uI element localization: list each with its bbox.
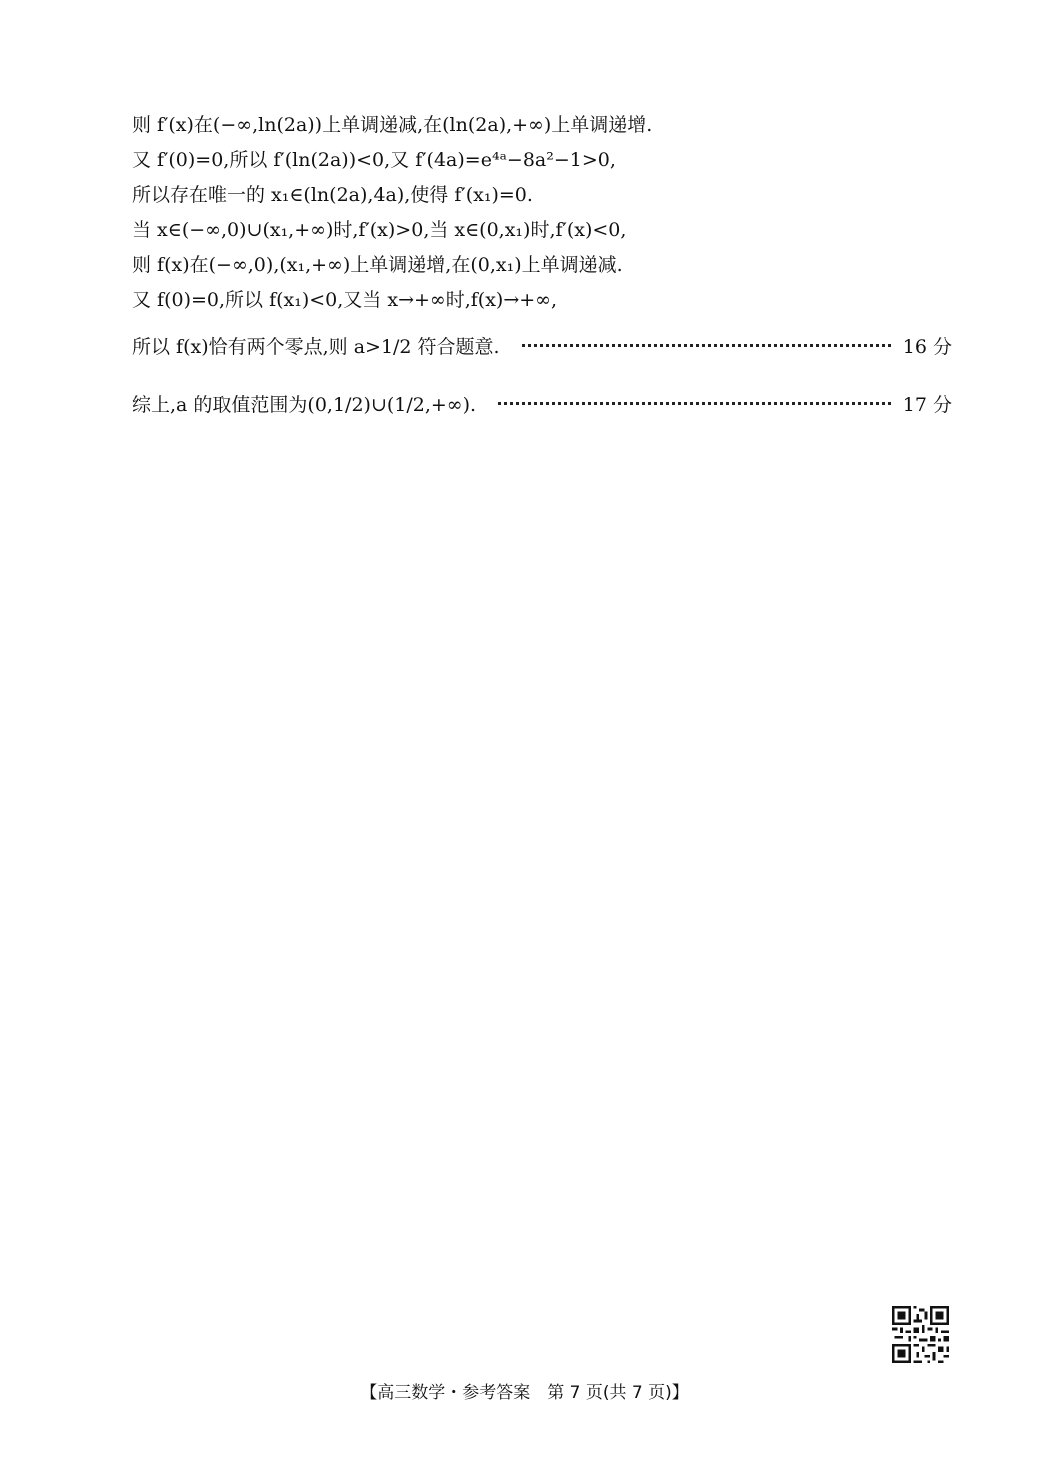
solution-line-6: 又 f(0)=0,所以 f(x₁)<0,又当 x→+∞时,f(x)→+∞, [132, 289, 558, 311]
solution-line-3: 所以存在唯一的 x₁∈(ln(2a),4a),使得 f′(x₁)=0. [132, 184, 533, 206]
page-footer: 【高三数学・参考答案 第 7 页(共 7 页)】 [360, 1383, 689, 1403]
solution-line-4: 当 x∈(−∞,0)∪(x₁,+∞)时,f′(x)>0,当 x∈(0,x₁)时,f′(x)<0, [132, 219, 627, 241]
scored-line-text: 综上,a 的取值范围为(0,1/2)∪(1/2,+∞). [132, 394, 477, 416]
scored-line-16 [132, 318, 952, 376]
dot-leader [498, 402, 891, 405]
solution-line-5: 则 f(x)在(−∞,0),(x₁,+∞)上单调递增,在(0,x₁)上单调递减. [132, 254, 623, 276]
scored-line-17 [132, 376, 952, 434]
qr-code-icon [892, 1306, 949, 1363]
scored-line-text: 所以 f(x)恰有两个零点,则 a>1/2 符合题意. [132, 336, 500, 358]
solution-body [132, 108, 952, 434]
score-label: 16 分 [902, 336, 952, 358]
dot-leader [522, 344, 891, 347]
score-label: 17 分 [902, 394, 952, 416]
solution-line-2: 又 f′(0)=0,所以 f′(ln(2a))<0,又 f′(4a)=e⁴ᵃ−8a²−1>0, [132, 149, 616, 171]
solution-line-1: 则 f′(x)在(−∞,ln(2a))上单调递减,在(ln(2a),+∞)上单调递增. [132, 114, 653, 136]
